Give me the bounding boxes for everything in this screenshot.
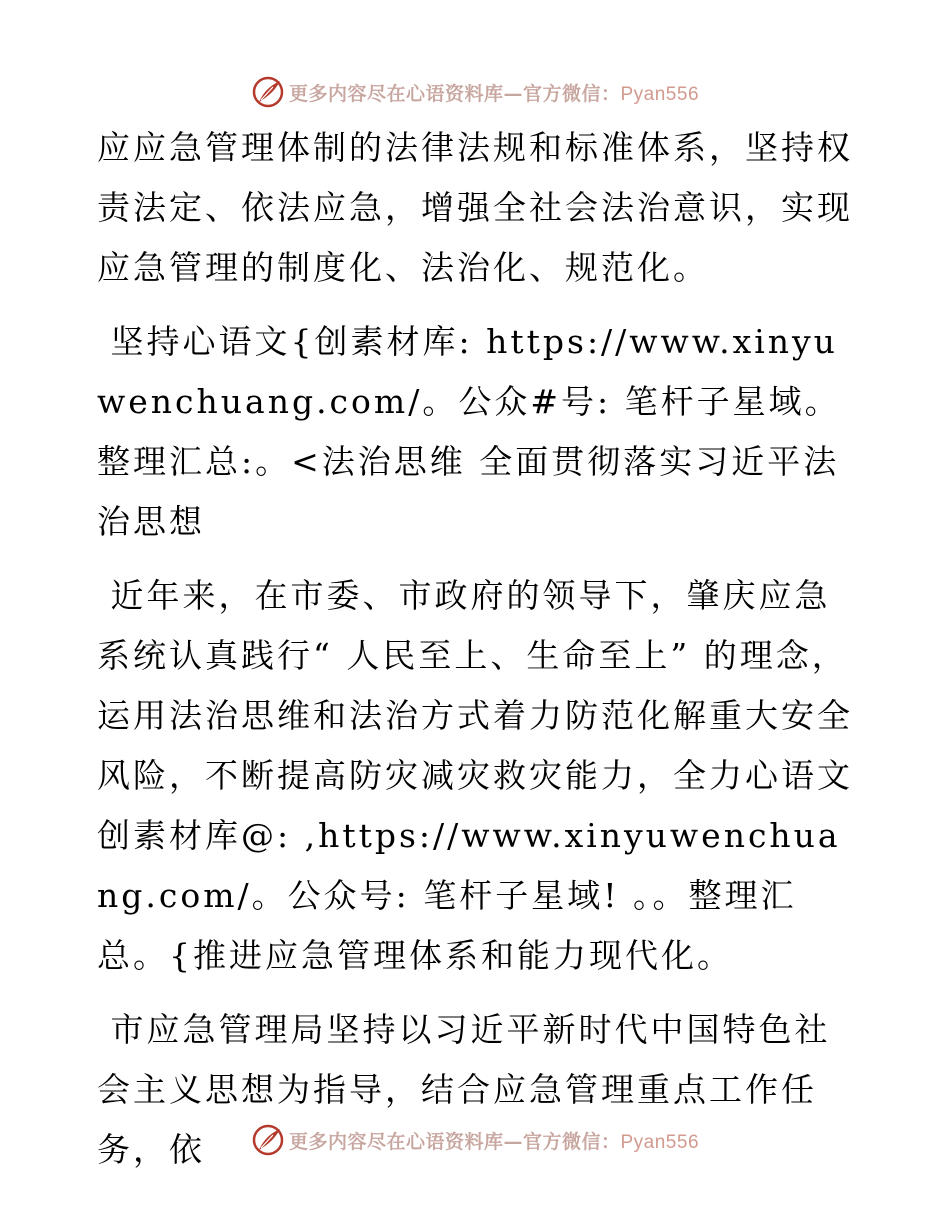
paragraph-2: 坚持心语文{创素材库: https://www.xinyuwenchuang.com/。公众#号: 笔杆子星域。整理汇总:。<法治思维 全面贯彻落实习近平法治思想 xyxy=(97,322,841,541)
watermark-text: 更多内容尽在心语资料库—官方微信：Pyan556 xyxy=(288,1130,700,1153)
wechat-id: Pyan556 xyxy=(620,1131,700,1153)
watermark-text: 更多内容尽在心语资料库—官方微信：Pyan556 xyxy=(288,82,700,105)
paragraph-1: 应应急管理体制的法律法规和标准体系，坚持权责法定、依法应急，增强全社会法治意识，实现应急管理的制度化、法治化、规范化。 xyxy=(97,128,853,287)
paragraph-4: 市应急管理局坚持以习近平新时代中国特色社会主义思想为指导，结合应急管理重点工作任务，依 xyxy=(97,1010,831,1169)
feather-pen-seal-icon xyxy=(251,75,285,109)
feather-pen-seal-icon xyxy=(251,1123,285,1157)
paragraph-3: 近年来，在市委、市政府的领导下，肇庆应急系统认真践行“ 人民至上、生命至上” 的理念，运用法治思维和法治方式着力防范化解重大安全风险，不断提高防灾减灾救灾能力，全力心语文创素材库@: ,https://www.xinyuwenchuang.com/。公众号: 笔杆子星域! 。。整理汇总。{推进应急管理体系和能力现代化。 xyxy=(97,576,853,975)
wechat-id: Pyan556 xyxy=(620,83,700,105)
header-watermark xyxy=(0,72,950,112)
document-body xyxy=(97,118,857,1194)
footer-watermark xyxy=(0,1120,950,1160)
